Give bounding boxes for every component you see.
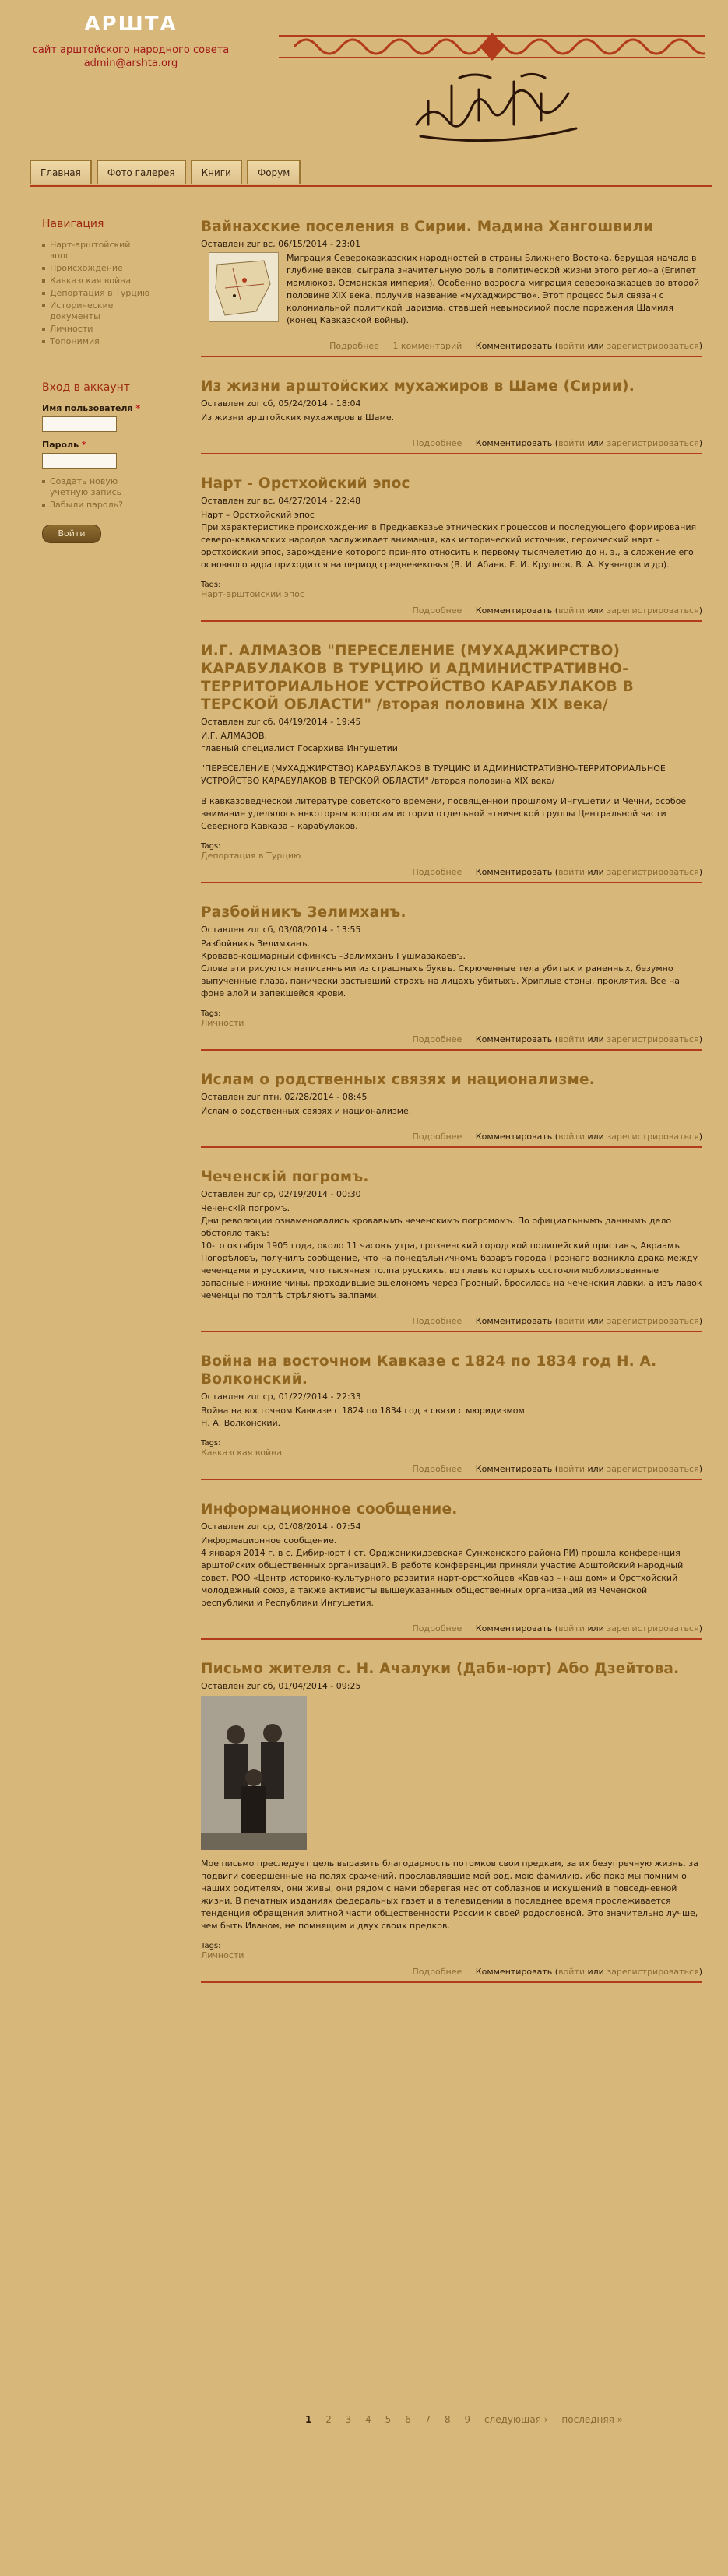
register-link[interactable]: зарегистрироваться (607, 605, 699, 616)
article-links: Подробнее Комментировать (войти или зарегистрироваться) (412, 867, 702, 877)
username-label-text: Имя пользователя (42, 403, 133, 413)
required-mark: * (81, 440, 86, 450)
tags-label: Tags: (201, 1942, 221, 1950)
article-text: Из жизни арштойских мухажиров в Шаме. (201, 412, 395, 423)
article-text: 4 января 2014 г. в с. Дибир-юрт ( ст. Орджоникидзевская Сунженского района РИ) прошла конференция арштойских общественных организаций. В работе конференции приняли участие Арштойский народный совет, РОО «Центр историко-культурного развития нарт-орстхойцев «Кавказ – наш дом» и Орстхойский молодежный союз, а также активисты вышеуказанных общественных организаций из Чеченской республики и Республики Ингушетия. (201, 1548, 684, 1608)
article-links: Подробнее Комментировать (войти или зарегистрироваться) (412, 1132, 702, 1142)
login-links (42, 476, 151, 511)
site-slogan (30, 44, 232, 70)
article-links: Подробнее Комментировать (войти или зарегистрироваться) (412, 1316, 702, 1326)
article-title[interactable]: И.Г. АЛМАЗОВ "ПЕРЕСЕЛЕНИЕ (МУХАДЖИРСТВО) КАРАБУЛАКОВ В ТУРЦИЮ И АДМИНИСТРАТИВНО-ТЕРРИТОРИАЛЬНОЕ УСТРОЙСТВО КАРАБУЛАКОВ В ТЕРСКОЙ ОБЛАСТИ" /вторая половина XIX века/ (201, 643, 634, 713)
primary-tabs (30, 160, 305, 186)
article-text: Нарт – Орстхойский эпос (201, 510, 315, 520)
pager-page-link[interactable]: 5 (385, 2414, 392, 2425)
article-links: Подробнее Комментировать (войти или зарегистрироваться) (412, 438, 702, 448)
comment-label: Комментировать (475, 341, 553, 351)
pager-page-link[interactable]: 3 (345, 2414, 352, 2425)
pager-page-link[interactable]: 6 (405, 2414, 411, 2425)
slogan-text: сайт арштойского народного совета (32, 44, 230, 56)
article-node (201, 1500, 702, 1640)
tags-label: Tags: (201, 581, 221, 589)
comments-count-link[interactable]: 1 комментарий (392, 341, 462, 351)
login-link[interactable]: войти (558, 605, 585, 616)
article-node (201, 1168, 702, 1332)
tags-label: Tags: (201, 1439, 221, 1448)
nav-item-deportation[interactable]: Депортация в Турцию (42, 288, 151, 299)
or-text: или (587, 867, 604, 877)
article-submitted: Оставлен zur вс, 06/15/2014 - 23:01 (201, 239, 361, 249)
article-text: Н. А. Волконский. (201, 1418, 281, 1428)
article-submitted: Оставлен zur сб, 01/04/2014 - 09:25 (201, 1681, 361, 1691)
article-text: Разбойникъ Зелимханъ. (201, 939, 311, 949)
username-input[interactable] (42, 416, 117, 432)
register-link[interactable]: зарегистрироваться (607, 341, 699, 351)
nav-item-origin[interactable]: Происхождение (42, 263, 151, 274)
login-link[interactable]: войти (558, 341, 585, 351)
comment-label: Комментировать (475, 867, 553, 877)
login-link[interactable]: войти (558, 867, 585, 877)
article-text: При характеристике происхождения в Предкавказье этнических процессов и последующего формирования северо-кавказских народов заслуживает внимания, как исторический источник, героический нарт – орстхойский эпос, зарождение которого принято относить к первому тысячелетию до н. э., а сложение его основного ядра приходится на период средневековья (В. И. Абаев, Е. И. Крупнов, В. А. Кузнецов и др). (201, 522, 697, 570)
historical-photo[interactable] (201, 1696, 307, 1850)
article-node (201, 904, 702, 1051)
article-text: Война на восточном Кавказе с 1824 по 1834 год в связи с мюридизмом. (201, 1406, 528, 1416)
article-links: Подробнее Комментировать (войти или зарегистрироваться) (412, 1967, 702, 1977)
nav-item-persons[interactable]: Личности (42, 324, 151, 335)
navigation-block (42, 218, 151, 347)
tag-link[interactable]: Нарт-арштойский эпос (201, 589, 304, 599)
or-text: или (587, 1316, 604, 1326)
tag-link[interactable]: Кавказская война (201, 1448, 283, 1458)
article-title[interactable]: Вайнахские поселения в Сирии. Мадина Хангошвили (201, 219, 654, 235)
article-text: Информационное сообщение. (201, 1535, 337, 1546)
or-text: или (587, 1132, 604, 1142)
login-link[interactable]: войти (558, 1132, 585, 1142)
login-link[interactable]: войти (558, 1316, 585, 1326)
password-input[interactable] (42, 453, 117, 469)
read-more-link[interactable]: Подробнее (412, 1967, 462, 1977)
read-more-link[interactable]: Подробнее (329, 341, 379, 351)
article-node (201, 1660, 702, 1983)
or-text: или (587, 341, 604, 351)
register-link[interactable]: зарегистрироваться (607, 1623, 699, 1634)
nav-item-toponymy[interactable]: Топонимия (42, 336, 151, 347)
pager-page-link[interactable]: 9 (464, 2414, 471, 2425)
article-links: Подробнее 1 комментарий Комментировать (войти или зарегистрироваться) (329, 341, 702, 351)
nav-item-caucasus-war[interactable]: Кавказская война (42, 275, 151, 286)
read-more-link[interactable]: Подробнее (412, 1464, 462, 1474)
article-submitted: Оставлен zur птн, 02/28/2014 - 08:45 (201, 1092, 368, 1102)
article-body (201, 938, 702, 1000)
article-submitted: Оставлен zur вс, 04/27/2014 - 22:48 (201, 496, 361, 506)
register-link[interactable]: зарегистрироваться (607, 1464, 699, 1474)
login-block (42, 381, 151, 543)
login-button[interactable]: Войти (42, 525, 101, 543)
tag-link[interactable]: Личности (201, 1018, 244, 1028)
article-text: Кроваво-кошмарный сфинксъ –Зелимханъ Гушмазакаевъ. (201, 951, 466, 961)
article-node (201, 377, 702, 454)
password-label (42, 440, 151, 450)
comment-label: Комментировать (475, 1316, 553, 1326)
login-link[interactable]: войти (558, 1623, 585, 1634)
login-link[interactable]: войти (558, 1967, 585, 1977)
article-submitted: Оставлен zur ср, 01/08/2014 - 07:54 (201, 1521, 361, 1532)
article-text: В кавказоведческой литературе советского времени, посвященной прошлому Ингушетии и Чечни, особое внимание уделялось некоторым вопросам истории отдельной этнической группы Центральной части Северного Кавказа – карабулаков. (201, 796, 687, 831)
sidebar (42, 218, 151, 543)
header-ornament-icon (279, 31, 705, 62)
tab-home[interactable]: Главная (30, 160, 92, 184)
nav-item-nart-epos[interactable]: Нарт-арштойский эпос (42, 240, 151, 261)
tag-link[interactable]: Личности (201, 1950, 244, 1960)
site-name[interactable]: АРШТА (84, 12, 178, 36)
navigation-title: Навигация (42, 218, 104, 230)
article-title[interactable]: Нарт - Орстхойский эпос (201, 476, 410, 492)
article-title[interactable]: Информационное сообщение. (201, 1501, 458, 1518)
article-submitted: Оставлен zur сб, 03/08/2014 - 13:55 (201, 925, 361, 935)
article-body (201, 252, 702, 335)
site-header (0, 0, 728, 160)
article-text: Чеченскій погромъ. (201, 1203, 290, 1213)
article-text: 10-го октября 1905 года, около 11 часовъ утра, грозненский городской полицейский приставъ, Авраамъ Погорѣловъ, получилъ сообщение, что на понедѣльничномъ базарѣ города Грознаго возникла драка между чеченцами и русскими, что тысячная толпа русскихъ, во главъ которыхъ состояли мобилизованные запасные нижние чины, проходившие эшелономъ через Грозный, бросилась на чеченския лавки, а изъ лавок чеченцы по толпѣ стрѣляютъ залпами. (201, 1241, 702, 1300)
pager-current-page: 1 (305, 2414, 312, 2425)
pager-page-link[interactable]: 7 (424, 2414, 431, 2425)
pager-page-link[interactable]: 2 (325, 2414, 332, 2425)
map-image[interactable] (209, 252, 279, 322)
article-body (201, 1202, 702, 1302)
or-text: или (587, 1464, 604, 1474)
article-node (201, 475, 702, 622)
article-body (201, 509, 702, 571)
article-submitted: Оставлен zur ср, 02/19/2014 - 00:30 (201, 1189, 361, 1199)
map-icon (209, 253, 278, 321)
navigation-menu (42, 240, 151, 347)
create-account-link[interactable]: Создать новую учетную запись (42, 476, 151, 498)
article-submitted: Оставлен zur сб, 05/24/2014 - 18:04 (201, 398, 361, 409)
username-label (42, 403, 151, 413)
article-links: Подробнее Комментировать (войти или зарегистрироваться) (412, 605, 702, 616)
photo-people-icon (201, 1696, 307, 1850)
article-node (201, 642, 702, 883)
article-title[interactable]: Письмо жителя с. Н. Ачалуки (Даби-юрт) Або Дзейтова. (201, 1661, 680, 1677)
register-link[interactable]: зарегистрироваться (607, 1034, 699, 1044)
article-text: Мое письмо преследует цель выразить благодарность потомков свои предкам, за их безупречную жизнь, за подвиги совершенные на полях сражений, прославлявшие мой род, мою фамилию, ибо пока мы помним о наших родителях, они живы, они рядом с нами оберегая нас от соблазнов и искушений в повседневной жизни. В печатных изданиях федеральных газет и в телевидении в последнее время прослеживается тенденция обращения элитной части общественности России к своей родословной. Это значительно лучше, чем быть Иваном, не помнящим и двух своих предков. (201, 1858, 698, 1931)
or-text: или (587, 605, 604, 616)
comment-label: Комментировать (475, 1132, 553, 1142)
article-body (201, 1405, 702, 1430)
or-text: или (587, 1623, 604, 1634)
comment-label: Комментировать (475, 1967, 553, 1977)
or-text: или (587, 438, 604, 448)
article-body (201, 1105, 702, 1118)
tab-photo-gallery[interactable]: Фото галерея (97, 160, 186, 184)
article-links: Подробнее Комментировать (войти или зарегистрироваться) (412, 1623, 702, 1634)
read-more-link[interactable]: Подробнее (412, 605, 462, 616)
or-text: или (587, 1967, 604, 1977)
article-author-role: главный специалист Госархива Ингушетии (201, 743, 398, 753)
article-body (201, 1535, 702, 1609)
read-more-link[interactable]: Подробнее (412, 438, 462, 448)
nav-item-documents[interactable]: Исторические документы (42, 300, 151, 322)
article-title[interactable]: Ислам о родственных связях и национализме. (201, 1072, 595, 1088)
register-link[interactable]: зарегистрироваться (607, 1316, 699, 1326)
main-content (201, 218, 702, 2003)
article-node (201, 1071, 702, 1148)
article-node (201, 218, 702, 357)
comment-label: Комментировать (475, 438, 553, 448)
password-label-text: Пароль (42, 440, 79, 450)
register-link[interactable]: зарегистрироваться (607, 438, 699, 448)
login-link[interactable]: войти (558, 438, 585, 448)
article-text: Слова эти рисуются написанными из страшныхъ буквъ. Скрюченные тела убитых и раненных, безумно выпученные глаза, панически застывший страхъ на лицахъ убитыхъ. Хриплые стоны, проклятия. Все на фоне алой и запекшейся крови. (201, 963, 680, 998)
login-link[interactable]: войти (558, 1464, 585, 1474)
comment-label: Комментировать (475, 1623, 553, 1634)
required-mark: * (135, 403, 141, 413)
article-title[interactable]: Чеченскій погромъ. (201, 1169, 369, 1185)
register-link[interactable]: зарегистрироваться (607, 867, 699, 877)
pager-page-link[interactable]: 8 (445, 2414, 451, 2425)
read-more-link[interactable]: Подробнее (412, 1623, 462, 1634)
article-node (201, 1353, 702, 1480)
article-links: Подробнее Комментировать (войти или зарегистрироваться) (412, 1034, 702, 1044)
article-body (201, 730, 702, 833)
read-more-link[interactable]: Подробнее (412, 1132, 462, 1142)
or-text: или (587, 1034, 604, 1044)
tags-label: Tags: (201, 842, 221, 851)
tag-link[interactable]: Депортация в Турцию (201, 851, 301, 861)
article-body (201, 1858, 702, 1932)
article-text: "ПЕРЕСЕЛЕНИЕ (МУХАДЖИРСТВО) КАРАБУЛАКОВ В ТУРЦИЮ И АДМИНИСТРАТИВНО-ТЕРРИТОРИАЛЬНОЕ УСТРОЙСТВО КАРАБУЛАКОВ В ТЕРСКОЙ ОБЛАСТИ" /вторая половина XIX века/ (201, 763, 666, 786)
calligraphy-emblem-icon (405, 70, 584, 144)
pager-last-link[interactable]: последняя » (561, 2414, 623, 2425)
article-text: Ислам о родственных связях и национализме. (201, 1106, 412, 1116)
pager-next-link[interactable]: следующая › (484, 2414, 548, 2425)
article-submitted: Оставлен zur сб, 04/19/2014 - 19:45 (201, 717, 361, 727)
read-more-link[interactable]: Подробнее (412, 1316, 462, 1326)
tab-books[interactable]: Книги (191, 160, 242, 184)
article-title[interactable]: Война на восточном Кавказе с 1824 по 1834 год Н. А. Волконский. (201, 1353, 657, 1388)
article-text: Дни революции ознаменовались кровавымъ чеченскимъ погромомъ. По официальнымъ даннымъ дело обстояло такъ: (201, 1216, 672, 1238)
read-more-link[interactable]: Подробнее (412, 867, 462, 877)
comment-label: Комментировать (475, 1034, 553, 1044)
article-body (201, 412, 702, 424)
login-link[interactable]: войти (558, 1034, 585, 1044)
article-text: Миграция Северокавказских народностей в страны Ближнего Востока, берущая начало в глубине веков, сыграла значительную роль в политической жизни этого региона (Египет мамлюков, Османская империя). Особенно возросла миграция северокавказцев во второй половине XIX века, получив название «мухаджирство». Этот процесс был связан с колониальной политикой царизма, ставшей невыносимой после поражения Шамиля (конец Кавказской войны). (287, 253, 700, 325)
comment-label: Комментировать (475, 1464, 553, 1474)
comment-label: Комментировать (475, 605, 553, 616)
article-links: Подробнее Комментировать (войти или зарегистрироваться) (412, 1464, 702, 1474)
site-email[interactable]: admin@arshta.org (83, 58, 178, 69)
tab-forum[interactable]: Форум (247, 160, 301, 184)
register-link[interactable]: зарегистрироваться (607, 1967, 699, 1977)
pager-page-link[interactable]: 4 (365, 2414, 371, 2425)
article-author: И.Г. АЛМАЗОВ, (201, 731, 267, 741)
article-title[interactable]: Из жизни арштойских мухажиров в Шаме (Сирии). (201, 378, 635, 395)
tags-label: Tags: (201, 1009, 221, 1018)
read-more-link[interactable]: Подробнее (412, 1034, 462, 1044)
register-link[interactable]: зарегистрироваться (607, 1132, 699, 1142)
article-submitted: Оставлен zur ср, 01/22/2014 - 22:33 (201, 1392, 361, 1402)
tabs-divider (30, 185, 712, 187)
article-title[interactable]: Разбойникъ Зелимханъ. (201, 904, 406, 921)
login-title: Вход в аккаунт (42, 381, 130, 394)
forgot-password-link[interactable]: Забыли пароль? (42, 500, 151, 511)
pager (305, 2414, 634, 2425)
